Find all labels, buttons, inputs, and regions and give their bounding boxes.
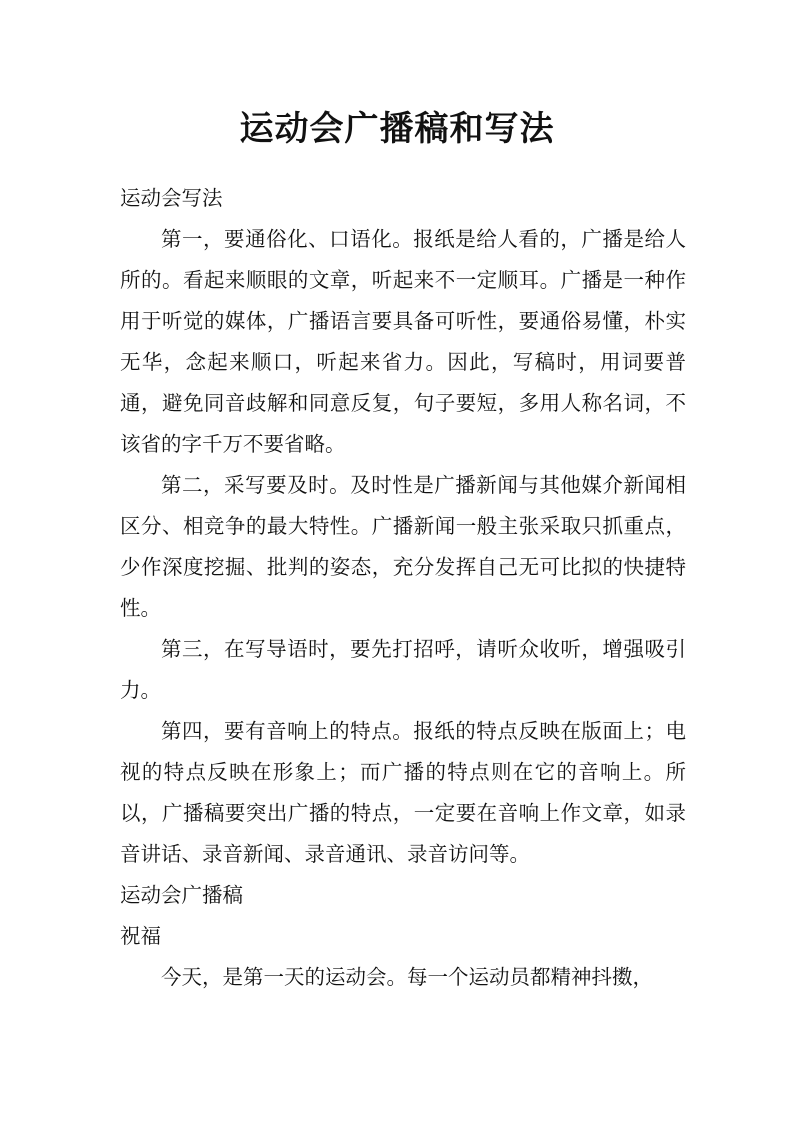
document-body [120,178,686,998]
document-title: 运动会广播稿和写法 [239,109,555,149]
section-heading-broadcast-script: 运动会广播稿 [120,883,243,907]
paragraph-blessing-1: 今天，是第一天的运动会。每一个运动员都精神抖擞， [161,965,653,989]
paragraph-point-3: 第三，在写导语时，要先打招呼，请听众收听，增强吸引力。 [120,637,686,702]
section-heading-writing-method: 运动会写法 [120,186,223,210]
section-subheading-blessing: 祝福 [120,924,161,948]
paragraph-point-2: 第二，采写要及时。及时性是广播新闻与其他媒介新闻相区分、相竞争的最大特性。广播新闻一般主张采取只抓重点，少作深度挖掘、批判的姿态，充分发挥自己无可比拟的快捷特性。 [120,473,686,620]
paragraph-point-4: 第四，要有音响上的特点。报纸的特点反映在版面上；电视的特点反映在形象上；而广播的特点则在它的音响上。所以，广播稿要突出广播的特点，一定要在音响上作文章，如录音讲话、录音新闻、录音通讯、录音访问等。 [120,719,686,866]
paragraph-point-1: 第一，要通俗化、口语化。报纸是给人看的，广播是给人所的。看起来顺眼的文章，听起来不一定顺耳。广播是一种作用于听觉的媒体，广播语言要具备可听性，要通俗易懂，朴实无华，念起来顺口，听起来省力。因此，写稿时，用词要普通，避免同音歧解和同意反复，句子要短，多用人称名词，不该省的字千万不要省略。 [120,227,686,456]
